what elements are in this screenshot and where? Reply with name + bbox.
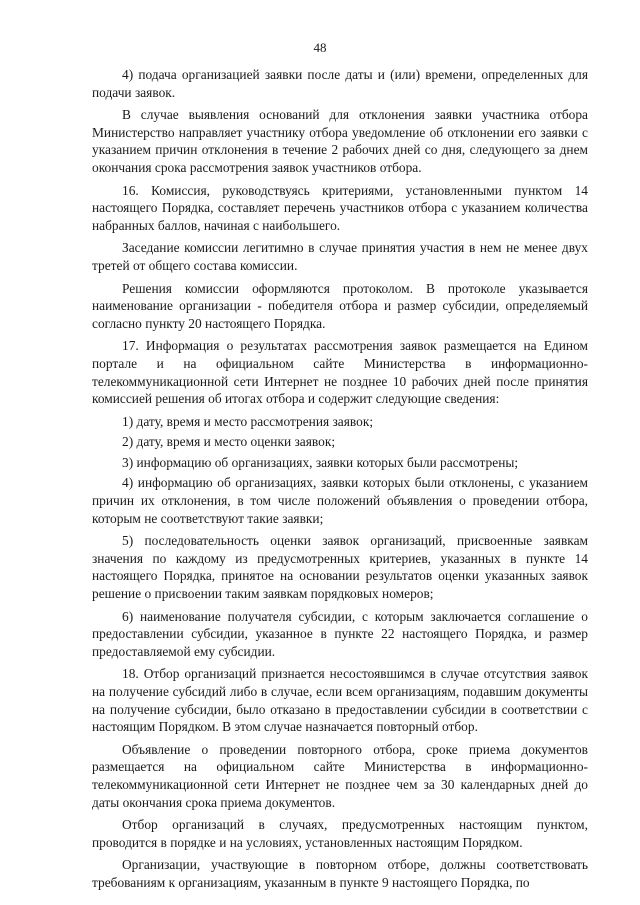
list-item: 4) информацию об организациях, заявки которых были отклонены, с указанием причин их отклонения, в том числе положений объявления о проведении отбора, которым не соответствуют такие заявки; [92, 475, 588, 526]
list-item: 6) наименование получателя субсидии, с которым заключается соглашение о предоставлении субсидии, указанное в пункте 22 настоящего Порядка, и размер предоставляемой ему субсидии. [92, 608, 588, 659]
paragraph: 18. Отбор организаций признается несостоявшимся в случае отсутствия заявок на получение субсидий либо в случае, если всем организациям, подавшим документы на получение субсидии, было отказано в предоставлении субсидии в соответствии с настоящим Порядком. В этом случае назначается повторный отбор. [92, 666, 588, 735]
paragraph: Объявление о проведении повторного отбора, сроке приема документов размещается на официальном сайте Министерства в информационно-телекоммуникационной сети Интернет не позднее чем за 30 календарных дней до даты окончания срока приема документов. [92, 741, 588, 810]
paragraph: Заседание комиссии легитимно в случае принятия участия в нем не менее двух третей от общего состава комиссии. [92, 240, 588, 273]
page-number: 48 [313, 40, 327, 55]
paragraph: Решения комиссии оформляются протоколом. В протоколе указывается наименование организации - победителя отбора и размер субсидии, определяемый согласно пункту 20 настоящего Порядка. [92, 280, 588, 331]
paragraph: В случае выявления оснований для отклонения заявки участника отбора Министерство направляет участнику отбора уведомление об отклонении его заявки с указанием причин отклонения в течение 2 рабочих дней со дня, следующего за днем окончания срока рассмотрения заявок участников отбора. [92, 107, 588, 175]
paragraph: 4) подача организацией заявки после даты и (или) времени, определенных для подачи заявок. [92, 67, 588, 100]
list-item: 3) информацию об организациях, заявки которых были рассмотрены; [122, 454, 519, 470]
list-item: 5) последовательность оценки заявок организаций, присвоенные заявкам значения по каждому из предусмотренных критериев, указанных в пункте 14 настоящего Порядка, принятое на основании результатов оценки указанных заявок решение о присвоении таким заявкам порядковых номеров; [92, 533, 588, 602]
document-body [92, 66, 588, 897]
paragraph: 16. Комиссия, руководствуясь критериями, установленными пунктом 14 настоящего Порядка, составляет перечень участников отбора с указанием количества набранных баллов, начиная с наибольшего. [92, 182, 588, 233]
list-item: 1) дату, время и место рассмотрения заявок; [122, 413, 374, 429]
list-item: 2) дату, время и место оценки заявок; [122, 434, 336, 450]
paragraph: 17. Информация о результатах рассмотрения заявок размещается на Едином портале и на официальном сайте Министерства в информационно-телекоммуникационной сети Интернет не позднее 10 рабочих дней после принятия комиссией решения об итогах отбора и содержит следующие сведения: [92, 338, 588, 407]
paragraph: Отбор организаций в случаях, предусмотренных настоящим пунктом, проводится в порядке и на условиях, установленных настоящим Порядком. [92, 817, 588, 850]
paragraph: Организации, участвующие в повторном отборе, должны соответствовать требованиям к организациям, указанным в пункте 9 настоящего Порядка, по [92, 857, 588, 890]
